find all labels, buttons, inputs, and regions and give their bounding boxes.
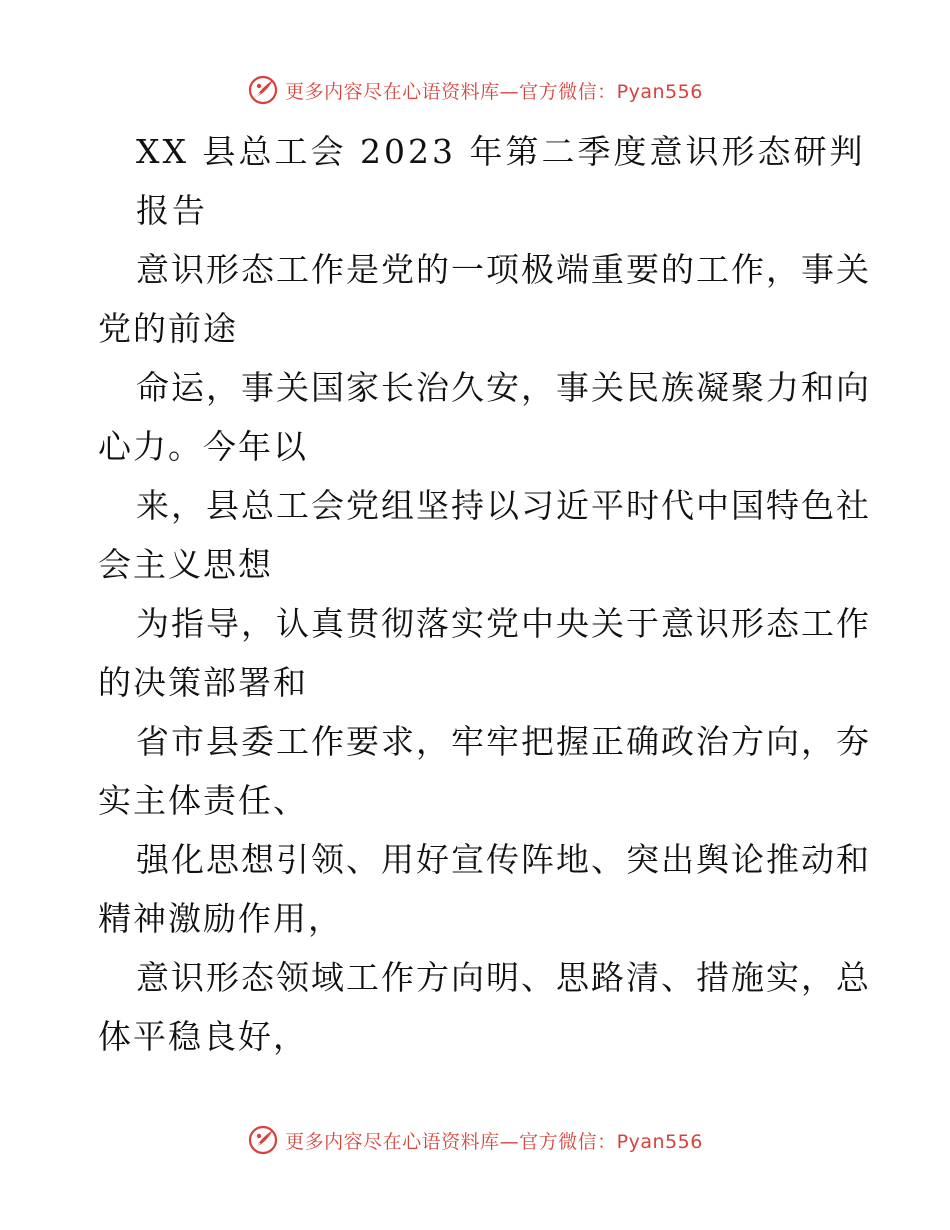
paragraph-line: 意识形态工作是党的一项极端重要的工作，事关 xyxy=(136,250,871,289)
paragraph-line: 省市县委工作要求，牢牢把握正确政治方向，夯 xyxy=(136,722,871,761)
paragraph-line: 实主体责任、 xyxy=(98,781,308,820)
quill-logo-icon xyxy=(247,74,279,106)
paragraph-line: 意识形态领域工作方向明、思路清、措施实，总 xyxy=(136,958,871,997)
document-title-line-2: 报告 xyxy=(136,191,208,230)
paragraph-line: 强化思想引领、用好宣传阵地、突出舆论推动和 xyxy=(136,840,871,879)
paragraph-line: 体平稳良好， xyxy=(98,1017,308,1056)
document-body xyxy=(98,122,871,1066)
paragraph-line: 来，县总工会党组坚持以习近平时代中国特色社 xyxy=(136,486,871,525)
footer-banner xyxy=(0,1120,950,1160)
paragraph-line: 的决策部署和 xyxy=(98,663,308,702)
paragraph-line: 精神激励作用， xyxy=(98,899,343,938)
paragraph-line: 心力。今年以 xyxy=(98,427,308,466)
footer-banner-text: 更多内容尽在心语资料库—官方微信：Pyan556 xyxy=(285,1130,703,1153)
paragraph-line: 会主义思想 xyxy=(98,545,273,584)
header-banner xyxy=(0,70,950,110)
header-banner-text: 更多内容尽在心语资料库—官方微信：Pyan556 xyxy=(285,80,703,103)
paragraph-line: 党的前途 xyxy=(98,309,238,348)
document-title-line-1: XX 县总工会 2023 年第二季度意识形态研判 xyxy=(136,132,866,171)
paragraph-line: 命运，事关国家长治久安，事关民族凝聚力和向 xyxy=(136,368,871,407)
quill-logo-icon xyxy=(247,1124,279,1156)
paragraph-line: 为指导，认真贯彻落实党中央关于意识形态工作 xyxy=(136,604,871,643)
